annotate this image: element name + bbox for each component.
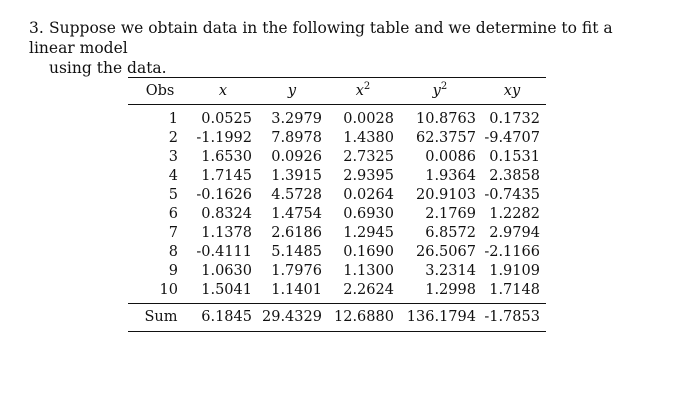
cell-obs: 9: [168, 263, 178, 279]
header-y2-base: y: [432, 83, 441, 99]
cell-y: 1.7976: [271, 263, 322, 279]
cell-x-squared: 0.0028: [343, 111, 394, 127]
cell-obs: 4: [168, 168, 178, 184]
cell-x: 0.8324: [201, 206, 252, 222]
cell-obs: 8: [168, 244, 178, 260]
table-header: [128, 78, 546, 105]
cell-xy: -0.7435: [484, 187, 540, 203]
header-xy: [484, 78, 546, 105]
cell-x: 1.0630: [201, 263, 252, 279]
sum-x: 6.1845: [201, 309, 252, 325]
table-row: [128, 167, 546, 186]
cell-y-squared: 6.8572: [425, 225, 476, 241]
header-y-squared: [404, 78, 484, 105]
cell-y: 3.2979: [271, 111, 322, 127]
header-x: [194, 78, 262, 105]
cell-y: 5.1485: [271, 244, 322, 260]
header-y: [262, 78, 332, 105]
cell-x-squared: 2.9395: [343, 168, 394, 184]
cell-xy: -2.1166: [484, 244, 540, 260]
cell-x-squared: 1.4380: [343, 130, 394, 146]
cell-xy: 0.1531: [489, 149, 540, 165]
cell-y-squared: 2.1769: [425, 206, 476, 222]
sum-y-squared: 136.1794: [406, 309, 476, 325]
header-y2-exponent: 2: [440, 81, 448, 92]
cell-x-squared: 1.2945: [343, 225, 394, 241]
cell-x-squared: 2.2624: [343, 282, 394, 298]
problem-text-line-2: using the data.: [49, 59, 167, 77]
cell-y: 1.3915: [271, 168, 322, 184]
problem-text-line-1: Suppose we obtain data in the following table and we determine to fit a linear model: [29, 19, 613, 57]
table-row: [128, 205, 546, 224]
cell-y: 2.6186: [271, 225, 322, 241]
table-row: [128, 105, 546, 130]
header-xy-symbol: xy: [503, 83, 521, 99]
cell-y-squared: 10.8763: [416, 111, 476, 127]
header-obs: Obs: [145, 83, 175, 99]
cell-obs: 6: [168, 206, 178, 222]
cell-xy: 1.7148: [489, 282, 540, 298]
cell-obs: 3: [168, 149, 178, 165]
cell-y-squared: 0.0086: [425, 149, 476, 165]
cell-y-squared: 1.2998: [425, 282, 476, 298]
table-footer: [128, 304, 546, 332]
cell-obs: 7: [168, 225, 178, 241]
cell-x-squared: 0.1690: [343, 244, 394, 260]
cell-x-squared: 0.6930: [343, 206, 394, 222]
data-table: [128, 77, 546, 332]
table-row: [128, 186, 546, 205]
sum-row: [128, 304, 546, 332]
cell-x-squared: 2.7325: [343, 149, 394, 165]
problem-statement: [29, 18, 659, 78]
cell-x: 1.5041: [201, 282, 252, 298]
sum-y: 29.4329: [262, 309, 322, 325]
cell-xy: 2.3858: [489, 168, 540, 184]
table-row: [128, 148, 546, 167]
cell-x: 0.0525: [201, 111, 252, 127]
cell-x: 1.7145: [201, 168, 252, 184]
header-x-squared: [332, 78, 404, 105]
sum-label: Sum: [144, 309, 178, 325]
cell-obs: 10: [159, 282, 178, 298]
cell-x: -0.4111: [196, 244, 252, 260]
cell-x: -0.1626: [196, 187, 252, 203]
problem-number: 3.: [29, 19, 44, 37]
cell-x-squared: 1.1300: [343, 263, 394, 279]
table-row: [128, 262, 546, 281]
cell-obs: 2: [168, 130, 178, 146]
cell-xy: 1.9109: [489, 263, 540, 279]
table-row: [128, 224, 546, 243]
header-x2-base: x: [355, 83, 364, 99]
cell-y: 7.8978: [271, 130, 322, 146]
cell-x: 1.6530: [201, 149, 252, 165]
cell-obs: 1: [168, 111, 178, 127]
cell-y-squared: 20.9103: [416, 187, 476, 203]
cell-x: -1.1992: [196, 130, 252, 146]
cell-y: 1.4754: [271, 206, 322, 222]
header-row: [128, 78, 546, 105]
cell-y: 0.0926: [271, 149, 322, 165]
cell-y-squared: 3.2314: [425, 263, 476, 279]
cell-xy: 2.9794: [489, 225, 540, 241]
cell-xy: 1.2282: [489, 206, 540, 222]
sum-x-squared: 12.6880: [334, 309, 394, 325]
cell-y-squared: 1.9364: [425, 168, 476, 184]
sum-xy: -1.7853: [484, 309, 540, 325]
table-row: [128, 243, 546, 262]
problem-line-1: [29, 18, 659, 58]
cell-y: 1.1401: [271, 282, 322, 298]
cell-obs: 5: [168, 187, 178, 203]
table-row: [128, 281, 546, 304]
cell-xy: 0.1732: [489, 111, 540, 127]
cell-y-squared: 26.5067: [416, 244, 476, 260]
cell-xy: -9.4707: [484, 130, 540, 146]
cell-x-squared: 0.0264: [343, 187, 394, 203]
cell-x: 1.1378: [201, 225, 252, 241]
cell-y-squared: 62.3757: [416, 130, 476, 146]
cell-y: 4.5728: [271, 187, 322, 203]
header-x-symbol: x: [218, 83, 228, 99]
header-y-symbol: y: [287, 83, 297, 99]
table-body: [128, 105, 546, 304]
table-row: [128, 129, 546, 148]
header-x2-exponent: 2: [363, 81, 371, 92]
